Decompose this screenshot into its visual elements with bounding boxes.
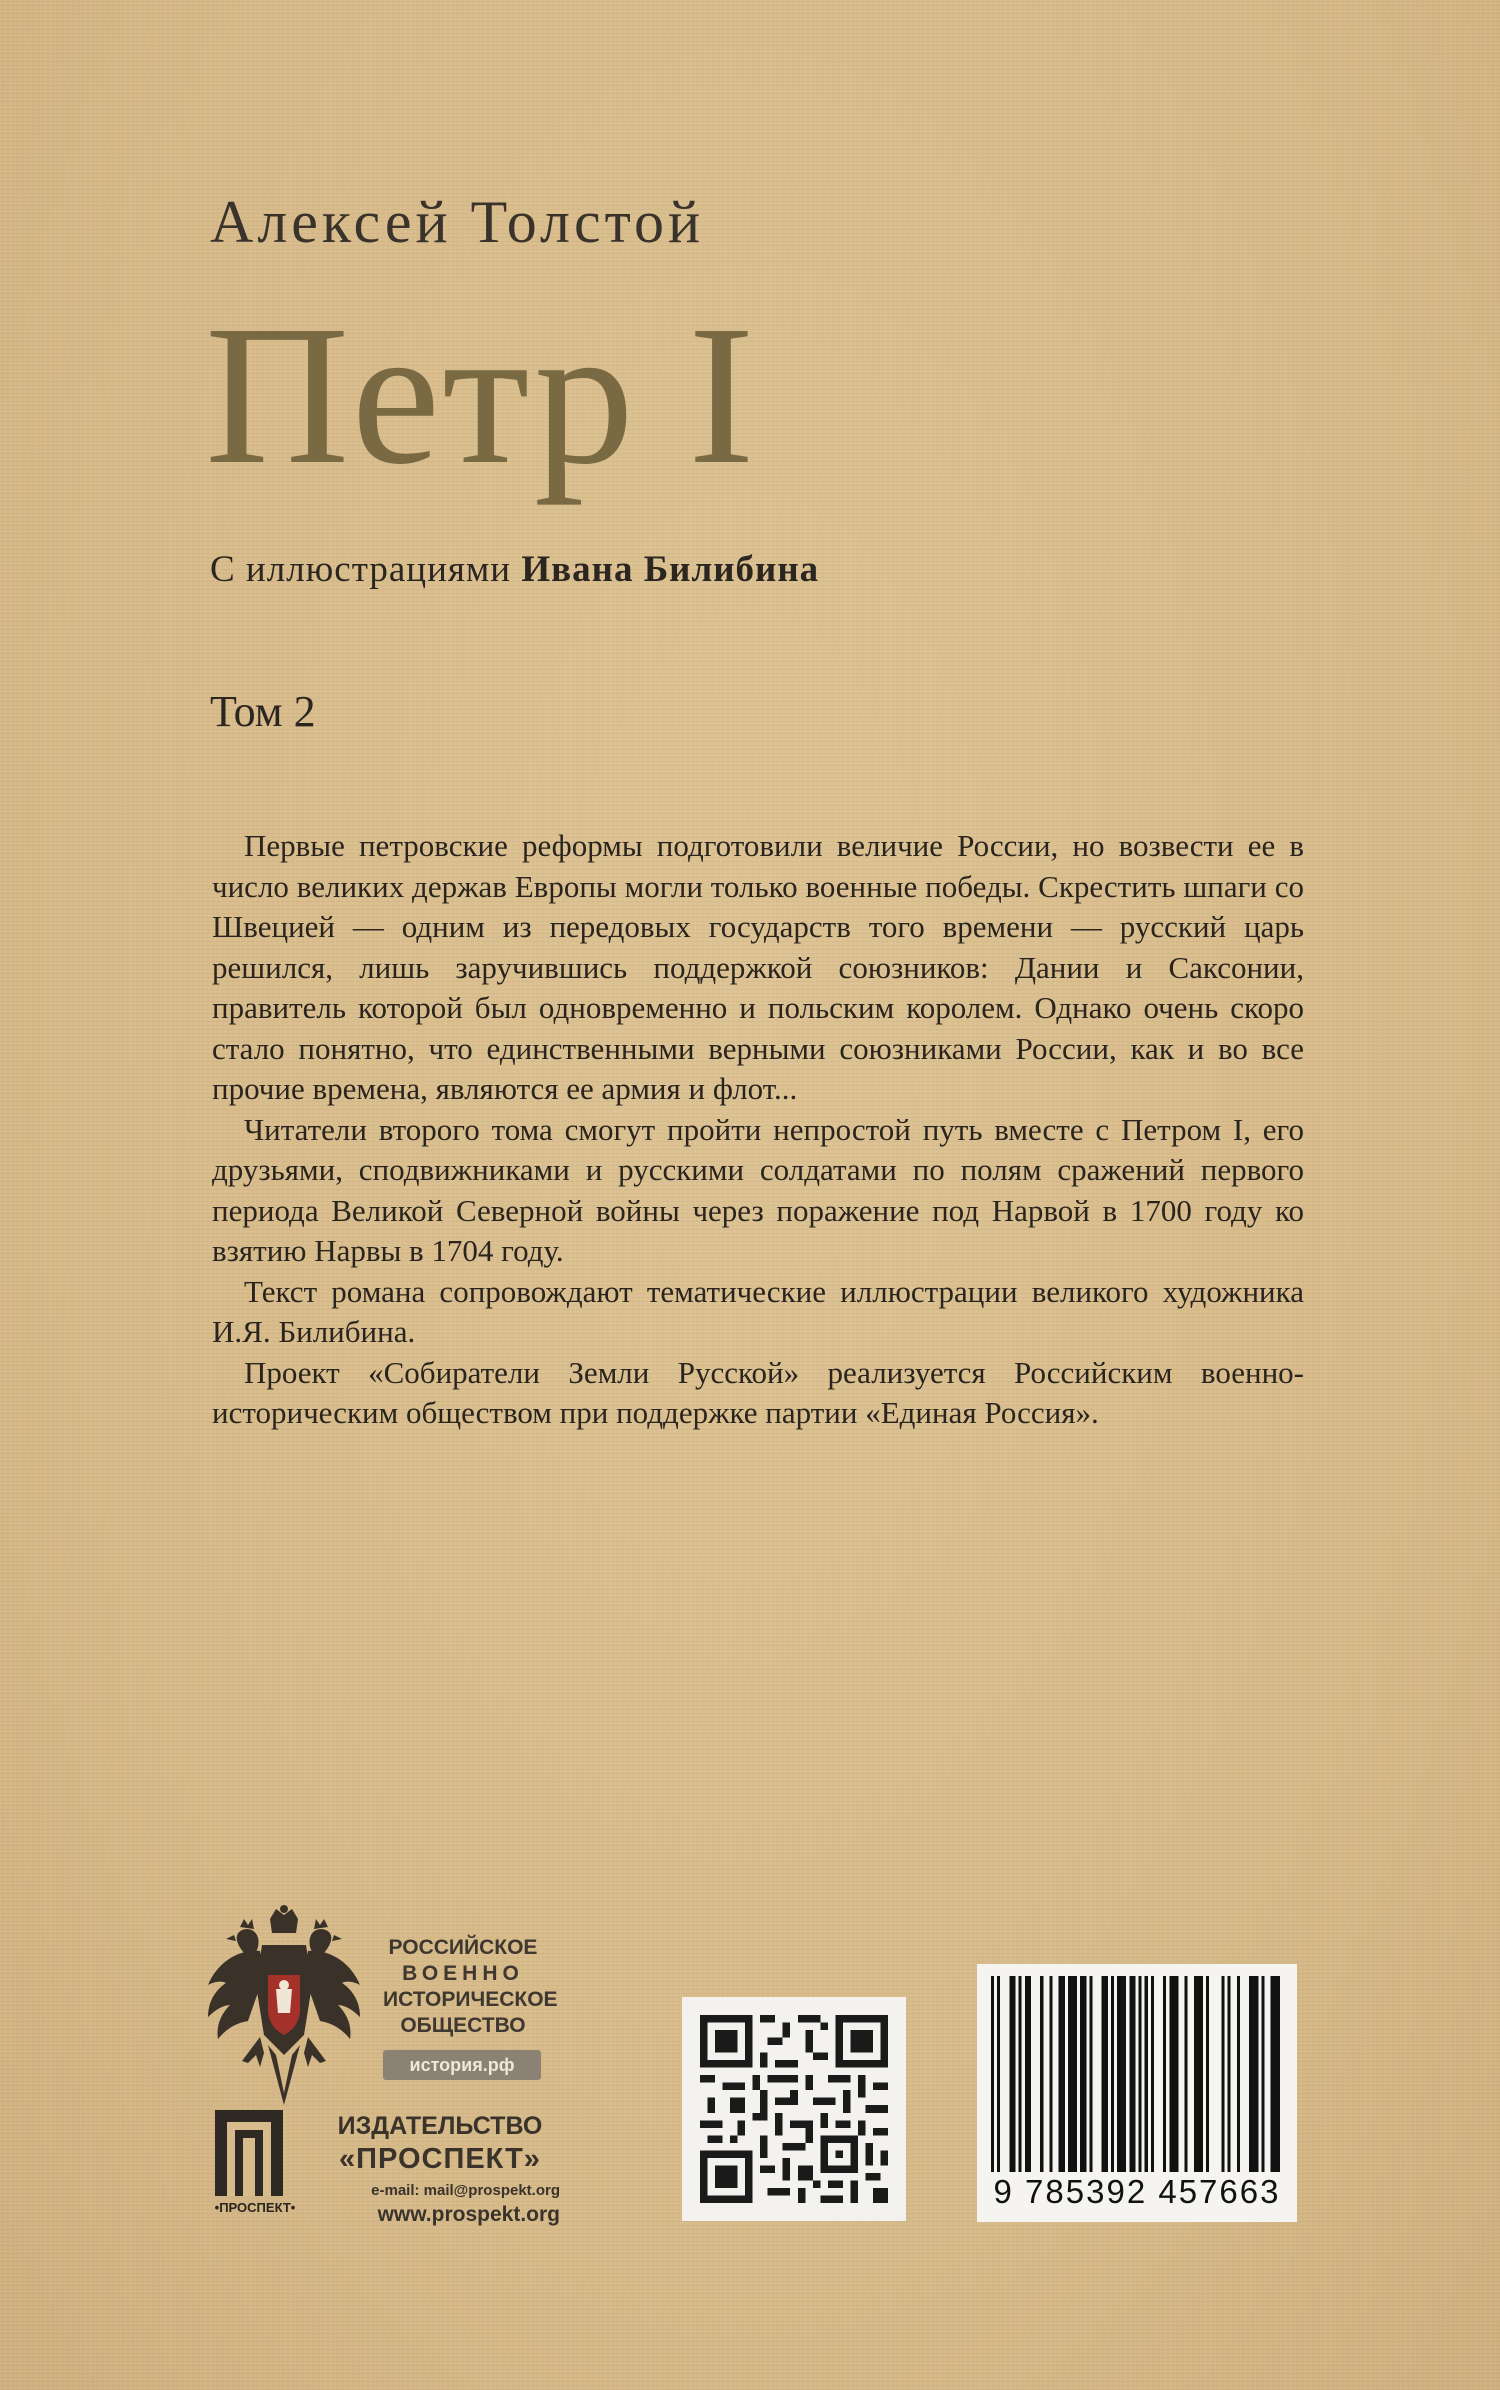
publisher-info (320, 2110, 560, 2228)
rvio-name (383, 1935, 558, 2039)
publisher-name: «ПРОСПЕКТ» (339, 2143, 541, 2175)
qr-code (682, 1997, 906, 2221)
publisher-label: ИЗДАТЕЛЬСТВО (337, 2112, 543, 2140)
publisher-email: e-mail: mail@prospekt.org (371, 2182, 560, 2199)
illustrator-credit (210, 548, 819, 591)
isbn-barcode (977, 1964, 1297, 2222)
annotation-paragraph: Первые петровские реформы подготовили величие России, но возвести ее в число великих держав Европы могли только военные победы. Скрестить шпаги со Швецией — одним из передовых государств того времени — русский царь решился, лишь заручившись поддержкой союзников: Дании и Саксонии, правитель которой был одновременно и польским королем. Однако очень скоро стало понятно, что единственными верными союзниками России, как и во все прочие времена, являются ее армия и флот... (212, 828, 1304, 1106)
book-title: Петр I (205, 285, 757, 506)
barcode-icon (991, 1976, 1283, 2172)
rvio-line: ОБЩЕСТВО (400, 2014, 526, 2037)
double-headed-eagle-icon (204, 1905, 364, 2110)
author-name: Алексей Толстой (210, 189, 705, 255)
annotation-paragraph: Проект «Собиратели Земли Русской» реализуется Российским военно-историческим обществом при поддержке партии «Единая Россия». (212, 1354, 1304, 1430)
rvio-line: ВОЕННО (402, 1962, 524, 1985)
volume-number: Том 2 (210, 687, 316, 736)
prospekt-gate-icon (215, 2110, 283, 2196)
prospekt-icon-caption: •ПРОСПЕКТ• (214, 2200, 296, 2215)
isbn-number: 9 785392 457663 (993, 2173, 1281, 2210)
publisher-website: www.prospekt.org (377, 2203, 560, 2226)
annotation-paragraph: Текст романа сопровождают тематические иллюстрации великого художника И.Я. Билибина. (212, 1273, 1304, 1349)
illustrations-prefix: С иллюстрациями (210, 549, 522, 590)
annotation-paragraph: Читатели второго тома смогут пройти непростой путь вместе с Петром I, его друзьями, сподвижниками и русскими солдатами по полям сражений первого периода Великой Северной войны через поражение под Нарвой в 1700 году ко взятию Нарвы в 1704 году. (212, 1111, 1304, 1268)
rvio-website-badge: история.рф (383, 2050, 541, 2080)
illustrator-name: Ивана Билибина (521, 549, 820, 590)
rvio-line: ИСТОРИЧЕСКОЕ (383, 1988, 558, 2011)
rvio-line: РОССИЙСКОЕ (388, 1936, 538, 1959)
qr-code-icon (700, 2015, 888, 2203)
annotation-text (212, 826, 1304, 1434)
